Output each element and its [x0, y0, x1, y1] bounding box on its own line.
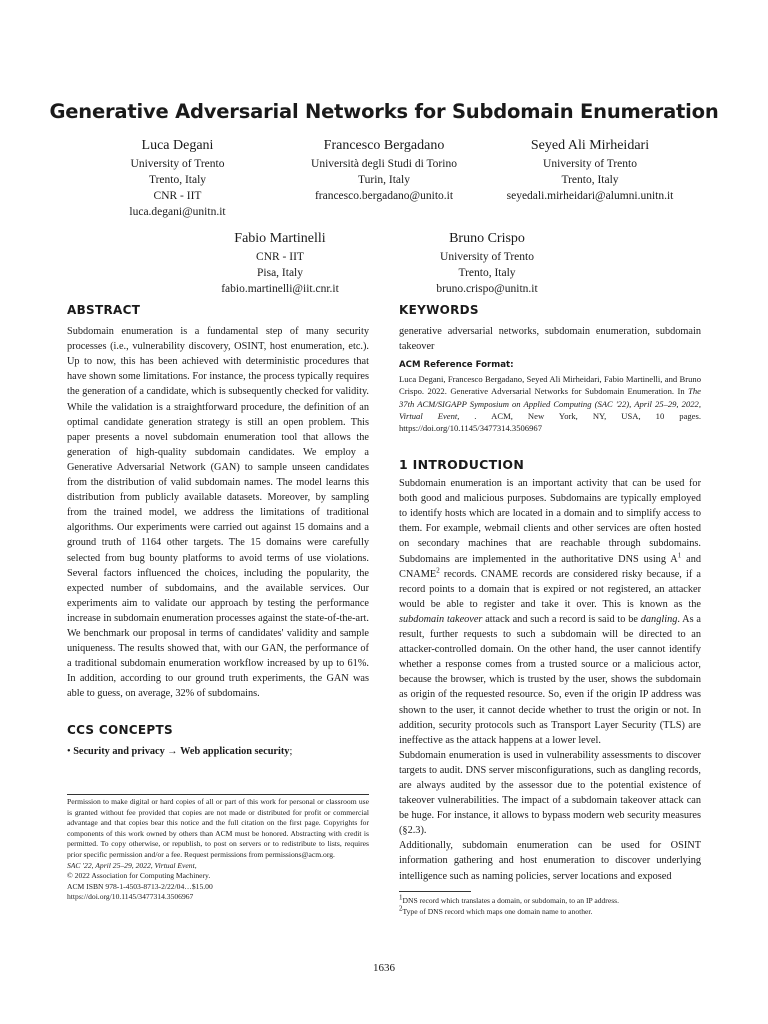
author-location: Trento, Italy [561, 174, 619, 186]
keywords-section [399, 303, 701, 354]
author-name: Francesco Bergadano [323, 138, 445, 153]
author-crispo [397, 229, 577, 297]
permission-doi: https://doi.org/10.1145/3477314.3506967 [67, 892, 194, 902]
author-mirheidari [490, 136, 690, 204]
author-bergadano [284, 136, 484, 204]
author-location: Pisa, Italy [257, 267, 303, 279]
author-affiliation: University of Trento [130, 158, 225, 170]
author-location: Turin, Italy [358, 174, 410, 186]
term-subdomain-takeover: subdomain takeover [399, 613, 483, 625]
permission-text: Permission to make digital or hard copies of all or part of this work for personal or classroom use is granted without fee provided that copies are not made or distributed for profit or commercial advantage and that copies bear this notice and the full citation on the first page. Copyrights for components of this work owned by others than ACM must be honored. Abstracting with credit is permitted. To copy otherwise, or republish, to post on servers or to redistribute to lists, requires prior specific permission and/or a fee. Request permissions from permissions@acm.org. [67, 797, 369, 859]
permission-copyright: © 2022 Association for Computing Machinery. [67, 871, 211, 881]
paper-title: Generative Adversarial Networks for Subdomain Enumeration [49, 100, 719, 123]
author-email: francesco.bergadano@unito.it [314, 190, 454, 202]
author-degani [90, 136, 265, 220]
footnote-mark-1: 1 [677, 551, 682, 560]
intro-paragraph-1: Subdomain enumeration is an important activity that can be used for both good and malicious purposes. Subdomains are typically employed to identify hosts which are located in a domain and to simplify access to them. For example, webmail clients and other services are often hosted on secondary machines that are reachable through subdomains. Subdomains are implemented in the authoritative DNS using $A^1$ and CNAME$^2$ records. CNAME records are considered risky because, if a record points to a domain that is expired or not registered, an attacker would be able to register and take it over. This is known as the subdomain takeover attack and such a record is said to be dangling. As a result, further requests to such a subdomain will be directed to an attacker-controlled domain. On the other hand, the user cannot identify whether a response comes from a trusted source or a malicious actor, because the browser, which is trusted by the user, shows the subdomain as origin of the requested resource. So, even if the origin IP address was shown to the user, it cannot decide whether to trust the origin or not. In addition, security protocols such as Transport Layer Security (TLS) are ineffective as the attack happens at a lower level. [399, 478, 701, 746]
footnote-mark-2: 2 [436, 566, 440, 575]
acm-reference [399, 359, 701, 434]
permission-venue: SAC '22, April 25–29, 2022, Virtual Event, [67, 860, 197, 870]
term-dangling: dangling [640, 613, 678, 625]
footnotes [399, 895, 701, 917]
intro-paragraph-3: Additionally, subdomain enumeration can be used for OSINT information gathering and host enumeration to discover underlying intelligence such as naming policies, server locations and exposed [399, 840, 701, 882]
footnote-2: $^2$Type of DNS record which maps one domain name to another. [399, 904, 593, 916]
author-email: fabio.martinelli@iit.cnr.it [221, 283, 339, 295]
acm-reference-text [399, 373, 701, 434]
author-affiliation: Università degli Studi di Torino [311, 158, 457, 170]
reference-publisher: ACM, New York, NY, USA, 10 pages. https://doi.org/10.1145/3477314.3506967 [399, 410, 701, 434]
ccs-section [67, 723, 369, 759]
footnote-1: $^1$DNS record which translates a domain, or subdomain, to an IP address. [399, 893, 620, 905]
ccs-concept: Security and privacy [73, 746, 165, 758]
page-number: 1636 [373, 962, 395, 974]
permission-divider [67, 794, 369, 795]
introduction-section [399, 457, 701, 884]
author-affiliation: CNR - IIT [256, 251, 304, 263]
author-affiliation: University of Trento [543, 158, 637, 170]
author-name: Bruno Crispo [449, 231, 525, 246]
abstract-section [67, 303, 369, 701]
reference-authors: Luca Degani, Francesco Bergadano, Seyed Ali Mirheidari, Fabio Martinelli, and Bruno Crispo. 2022. Generative Adversarial Networks for Subdomain Enumeration. In [399, 374, 701, 397]
permission-isbn: ACM ISBN 978-1-4503-8713-2/22/04…$15.00 [67, 881, 213, 891]
intro-paragraph-2: Subdomain enumeration is used in vulnerability assessments to discover targets to audit. DNS server misconfigurations, such as dangling records, are always audited by the assessor due to the potential existence of takeover vulnerabilities. The impact of a subdomain takeover attack can be huge. For instance, it allows to bypass modern web security measures (§2.3). [399, 749, 701, 837]
author-affiliation-2: CNR - IIT [153, 190, 202, 202]
author-location: Trento, Italy [458, 267, 516, 279]
abstract-text: Subdomain enumeration is a fundamental step of many security processes (i.e., vulnerability discovery, OSINT, host enumeration, etc.). Up to now, this has been achieved with deterministic procedures that have shown some limitations. For instance, the process typically requires the generation of a candidate, which is subsequently checked for validity. While the validation is a straightforward procedure, the definition of an optimal candidate generation strategy is still an open problem. This paper presents a novel subdomain enumeration tool that allows the generation of high-quality subdomain candidates. We employ a Generative Adversarial Network (GAN) to sample unseen candidates from the distribution of valid subdomain names. The model learns this distribution from publicly available datasets. Moreover, by sampling from the trained model, we address the limitations of traditional algorithms. Our experiments were carried out against 15 domains and a ground truth of 1164 other targets. The 15 domains were carefully selected from bug bounty platforms to avoid terms of use violations. Several factors influenced the choices, including the popularity, the expected number of subdomains, and the available services. Our experiments aim to validate our approach by testing the performance increase in subdomain enumeration processes against the state-of-the-art. We benchmark our proposal in terms of candidates' validity and sample uniqueness. The results showed that, with our GAN, the performance of a traditional subdomain enumeration workflow increased by up to 61%. In addition, according to our ground truth experiments, the GAN was able to guess, on average, 32% of subdomains. [67, 326, 369, 700]
author-name: Seyed Ali Mirheidari [530, 138, 650, 153]
ccs-end: ; [289, 746, 293, 758]
ccs-concepts [67, 744, 369, 759]
author-name: Fabio Martinelli [234, 231, 326, 246]
author-email: seyedali.mirheidari@alumni.unitn.it [506, 190, 674, 202]
author-affiliation: University of Trento [440, 251, 534, 263]
ccs-arrow: → [167, 746, 178, 758]
keywords-text: generative adversarial networks, subdomain enumeration, subdomain takeover [399, 326, 701, 353]
author-name: Luca Degani [141, 138, 214, 153]
footnote-divider [399, 891, 471, 892]
permission-block [67, 797, 369, 903]
abstract-heading: ABSTRACT [67, 303, 141, 317]
keywords-heading: KEYWORDS [399, 303, 479, 317]
ccs-subconcept: Web application security [180, 746, 290, 758]
intro-heading: 1 INTRODUCTION [399, 457, 525, 472]
author-email: bruno.crispo@unitn.it [436, 283, 538, 295]
author-martinelli [190, 229, 370, 297]
reference-venue: The 37th ACM/SIGAPP Symposium on Applied Computing (SAC '22), April 25–29, 2022, Virtual Event, . [399, 386, 701, 421]
ccs-heading: CCS CONCEPTS [67, 723, 173, 737]
acm-reference-heading: ACM Reference Format: [399, 360, 514, 370]
ccs-bullet: • [67, 746, 71, 758]
author-location: Trento, Italy [148, 174, 207, 186]
author-email: luca.degani@unitn.it [129, 206, 226, 218]
